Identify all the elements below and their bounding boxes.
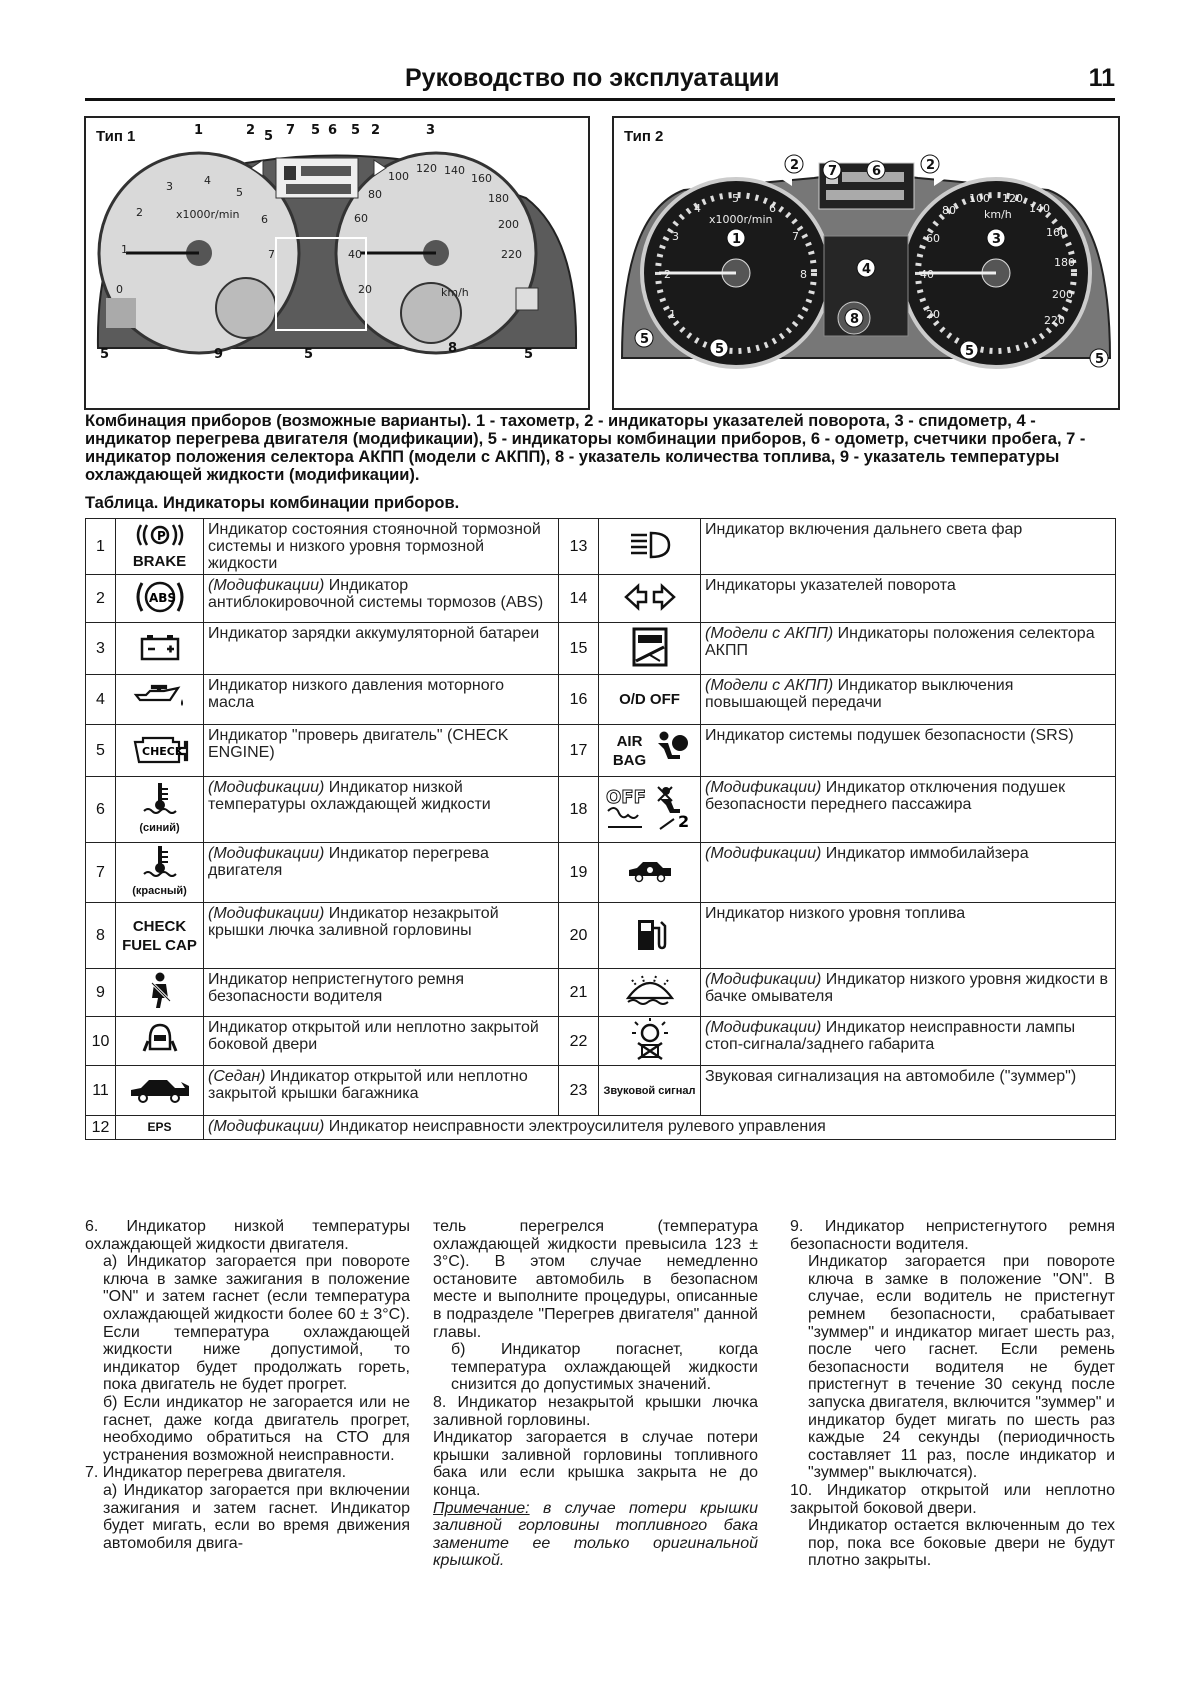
- row-number: 15: [559, 623, 599, 675]
- svg-text:5: 5: [1095, 352, 1105, 367]
- svg-text:180: 180: [488, 192, 509, 205]
- svg-text:6: 6: [769, 202, 776, 215]
- svg-text:200: 200: [1052, 288, 1073, 301]
- paragraph: 8. Индикатор незакрытой крышки лючка заливной горловины.: [433, 1393, 758, 1429]
- svg-text:2: 2: [246, 123, 256, 138]
- svg-text:P: P: [156, 529, 166, 543]
- airbag-label: AIR BAG: [612, 732, 647, 769]
- row-number: 16: [559, 675, 599, 725]
- svg-text:km/h: km/h: [984, 208, 1012, 221]
- instrument-cluster-type1-figure: [84, 116, 590, 410]
- page-title: Руководство по эксплуатации: [405, 64, 780, 92]
- table-row: [86, 777, 1116, 843]
- svg-text:5: 5: [351, 123, 361, 138]
- svg-text:3: 3: [672, 230, 679, 243]
- table-row: [86, 623, 1116, 675]
- svg-text:9: 9: [214, 347, 224, 362]
- svg-text:1: 1: [732, 232, 742, 247]
- svg-text:7: 7: [792, 230, 799, 243]
- svg-text:8: 8: [850, 312, 860, 327]
- passenger-airbag-off-icon: [599, 777, 701, 843]
- svg-text:5: 5: [524, 347, 534, 362]
- fuel-pump-icon: [599, 903, 701, 969]
- high-beam-icon: [599, 519, 701, 575]
- table-row: [86, 1116, 1116, 1140]
- row-number: 17: [559, 725, 599, 777]
- svg-text:3: 3: [992, 232, 1002, 247]
- figure1-type-label: Тип 1: [96, 128, 136, 145]
- indicator-description: Индикатор зарядки аккумуляторной батареи: [204, 623, 559, 675]
- svg-text:ABS: ABS: [148, 590, 176, 605]
- row-number: 14: [559, 575, 599, 623]
- svg-text:5: 5: [236, 186, 243, 199]
- indicator-description: Индикатор низкого давления моторного масла: [204, 675, 559, 725]
- svg-text:40: 40: [920, 268, 934, 281]
- svg-text:160: 160: [471, 172, 492, 185]
- indicator-description: Индикатор непристегнутого ремня безопасности водителя: [204, 969, 559, 1017]
- svg-text:5: 5: [100, 347, 110, 362]
- indicator-description: (Модели с АКПП) Индикатор выключения повышающей передачи: [701, 675, 1116, 725]
- paragraph: 6. Индикатор низкой температуры охлаждающей жидкости двигателя.: [85, 1218, 410, 1253]
- row-number: 10: [86, 1017, 116, 1066]
- svg-text:2: 2: [136, 206, 143, 219]
- svg-text:x1000r/min: x1000r/min: [709, 213, 773, 226]
- svg-text:5: 5: [715, 342, 725, 357]
- paragraph: 10. Индикатор открытой или неплотно закрытой боковой двери.: [790, 1481, 1115, 1517]
- row-number: 2: [86, 575, 116, 623]
- figure-caption: Комбинация приборов (возможные варианты). 1 - тахометр, 2 - индикаторы указателей поворота, 3 - спидометр, 4 - индикатор перегрева двигателя (модификации), 5 - индикаторы комбинации приборов, 6 - одометр, счетчики пробега, 7 - индикатор положения селектора АКПП (модели с АКПП), 8 - указатель количества топлива, 9 - указатель температуры охлаждающей жидкости (модификации).: [85, 412, 1086, 484]
- svg-text:6: 6: [872, 164, 882, 179]
- svg-text:2: 2: [790, 158, 800, 173]
- row-number: 23: [559, 1066, 599, 1116]
- svg-text:7: 7: [268, 248, 275, 261]
- note-text: в случае потери крышки заливной горловины топливного бака замените ее только оригинальной крышкой.: [433, 1499, 758, 1570]
- icon-label: BRAKE: [132, 553, 187, 570]
- svg-text:200: 200: [498, 218, 519, 231]
- svg-text:0: 0: [116, 283, 123, 296]
- table-row: [86, 1017, 1116, 1066]
- svg-text:20: 20: [358, 283, 372, 296]
- svg-text:220: 220: [1044, 314, 1065, 327]
- text-column-1: [85, 1218, 410, 1552]
- svg-text:5: 5: [640, 332, 650, 347]
- svg-text:60: 60: [926, 232, 940, 245]
- svg-text:60: 60: [354, 212, 368, 225]
- svg-text:5: 5: [264, 129, 274, 144]
- indicator-description: Индикаторы указателей поворота: [701, 575, 1116, 623]
- table-row: [86, 575, 1116, 623]
- battery-icon: [116, 623, 204, 675]
- indicator-description: Индикатор системы подушек безопасности (SRS): [701, 725, 1116, 777]
- indicator-description: (Модификации) Индикатор низкого уровня жидкости в бачке омывателя: [701, 969, 1116, 1017]
- table-row: [86, 843, 1116, 903]
- buzzer-icon: [599, 1066, 701, 1116]
- svg-text:5: 5: [304, 347, 314, 362]
- indicator-description: (Модификации) Индикатор неисправности электроусилителя рулевого управления: [204, 1116, 1116, 1140]
- figure2-type-label: Тип 2: [624, 128, 664, 145]
- check-engine-icon: [116, 725, 204, 777]
- door-open-icon: [116, 1017, 204, 1066]
- turn-signal-icon: [599, 575, 701, 623]
- svg-text:80: 80: [368, 188, 382, 201]
- seatbelt-icon: [116, 969, 204, 1017]
- paragraph: Индикатор загорается в случае потери крышки заливной горловины топливного бака или если крышка закрыта не до конца.: [433, 1429, 758, 1499]
- indicator-description: Индикатор включения дальнего света фар: [701, 519, 1116, 575]
- row-number: 3: [86, 623, 116, 675]
- svg-text:80: 80: [942, 204, 956, 217]
- paragraph: тель перегрелся (температура охлаждающей жидкости превысила 123 ± 3°С). В этом случае немедленно остановите автомобиль в безопасном месте и выполните процедуры, описанные в подразделе "Перегрев двигателя" данной главы.: [433, 1218, 758, 1341]
- row-number: 19: [559, 843, 599, 903]
- svg-text:x1000r/min: x1000r/min: [176, 208, 240, 221]
- svg-text:140: 140: [444, 164, 465, 177]
- row-number: 12: [86, 1116, 116, 1140]
- paragraph: а) Индикатор загорается при повороте ключа в замке зажигания в положение "ON" и затем гаснет (если температура охлаждающей жидкости более 60 ± 3°С). Если температура охлаждающей жидкости ниже допустимой, то индикатор будет продолжать гореть, пока двигатель не будет прогрет.: [103, 1253, 410, 1394]
- svg-text:4: 4: [204, 174, 211, 187]
- svg-text:120: 120: [416, 162, 437, 175]
- icon-label: CHECK FUEL CAP: [122, 917, 197, 954]
- svg-text:2: 2: [371, 123, 381, 138]
- brake-light-icon: [599, 1017, 701, 1066]
- washer-fluid-icon: [599, 969, 701, 1017]
- svg-text:220: 220: [501, 248, 522, 261]
- paragraph: б) Индикатор погаснет, когда температура охлаждающей жидкости снизится до допустимых значений.: [451, 1341, 758, 1394]
- immobilizer-icon: [599, 843, 701, 903]
- cluster-type2-drawing: [614, 118, 1118, 408]
- svg-text:2: 2: [664, 268, 671, 281]
- icon-label: Звуковой сигнал: [603, 1084, 696, 1097]
- indicator-description: (Седан) Индикатор открытой или неплотно закрытой крышки багажника: [204, 1066, 559, 1116]
- airbag-icon: [599, 725, 701, 777]
- table-row: [86, 725, 1116, 777]
- cluster-type1-drawing: [86, 118, 588, 408]
- svg-text:5: 5: [965, 344, 975, 359]
- icon-label: O/D OFF: [619, 691, 680, 708]
- svg-text:40: 40: [348, 248, 362, 261]
- paragraph: а) Индикатор загорается при включении зажигания и затем гаснет. Индикатор будет мигать, если во время движения автомобиля двига-: [103, 1481, 410, 1552]
- svg-text:3: 3: [166, 180, 173, 193]
- paragraph: б) Если индикатор не загорается или не гаснет, даже когда двигатель прогрет, необходимо обратиться на СТО для устранения возможной неисправности.: [103, 1393, 410, 1464]
- svg-text:7: 7: [828, 164, 838, 179]
- table-title: Таблица. Индикаторы комбинации приборов.: [85, 494, 460, 512]
- row-number: 9: [86, 969, 116, 1017]
- svg-text:8: 8: [448, 341, 458, 356]
- coolant-temp-icon: [116, 843, 204, 903]
- indicator-description: (Модификации) Индикатор перегрева двигателя: [204, 843, 559, 903]
- row-number: 4: [86, 675, 116, 725]
- svg-text:km/h: km/h: [441, 286, 469, 299]
- brake-icon: [116, 519, 204, 575]
- indicator-description: (Модификации) Индикатор низкой температуры охлаждающей жидкости: [204, 777, 559, 843]
- indicator-description: Индикатор низкого уровня топлива: [701, 903, 1116, 969]
- oil-pressure-icon: [116, 675, 204, 725]
- indicator-description: (Модификации) Индикатор иммобилайзера: [701, 843, 1116, 903]
- abs-icon: [116, 575, 204, 623]
- trunk-open-icon: [116, 1066, 204, 1116]
- text-column-2: [433, 1218, 758, 1570]
- svg-text:CHECK: CHECK: [141, 744, 183, 758]
- svg-text:3: 3: [426, 123, 436, 138]
- svg-text:7: 7: [286, 123, 296, 138]
- svg-text:1: 1: [194, 123, 204, 138]
- eps-icon: EPS: [116, 1116, 204, 1140]
- svg-text:5: 5: [732, 192, 739, 205]
- table-row: [86, 519, 1116, 575]
- paragraph: Индикатор остается включенным до тех пор, пока все боковые двери не будут плотно закрыты.: [808, 1517, 1115, 1570]
- row-number: 5: [86, 725, 116, 777]
- indicator-description: (Модификации) Индикатор антиблокировочной системы тормозов (ABS): [204, 575, 559, 623]
- od-off-icon: [599, 675, 701, 725]
- svg-text:160: 160: [1046, 226, 1067, 239]
- svg-text:100: 100: [969, 192, 990, 205]
- coolant-temp-icon: [116, 777, 204, 843]
- svg-text:5: 5: [311, 123, 321, 138]
- row-number: 8: [86, 903, 116, 969]
- row-number: 6: [86, 777, 116, 843]
- table-row: [86, 903, 1116, 969]
- row-number: 11: [86, 1066, 116, 1116]
- indicator-description: Звуковая сигнализация на автомобиле ("зуммер"): [701, 1066, 1116, 1116]
- svg-text:6: 6: [261, 213, 268, 226]
- page-header: [85, 62, 1115, 101]
- instrument-cluster-type2-figure: [612, 116, 1120, 410]
- icon-label: (синий): [139, 822, 180, 834]
- row-number: 13: [559, 519, 599, 575]
- indicator-description: (Модели с АКПП) Индикаторы положения селектора АКПП: [701, 623, 1116, 675]
- indicator-description: Индикатор открытой или неплотно закрытой боковой двери: [204, 1017, 559, 1066]
- svg-text:4: 4: [694, 202, 701, 215]
- indicator-description: (Модификации) Индикатор неисправности лампы стоп-сигнала/заднего габарита: [701, 1017, 1116, 1066]
- row-number: 20: [559, 903, 599, 969]
- indicator-description: Индикатор состояния стояночной тормозной системы и низкого уровня тормозной жидкости: [204, 519, 559, 575]
- svg-text:20: 20: [926, 308, 940, 321]
- indicator-description: (Модификации) Индикатор незакрытой крышки лючка заливной горловины: [204, 903, 559, 969]
- row-number: 21: [559, 969, 599, 1017]
- svg-text:1: 1: [669, 308, 676, 321]
- svg-text:OFF: OFF: [605, 786, 646, 808]
- indicator-description: Индикатор "проверь двигатель" (CHECK ENGINE): [204, 725, 559, 777]
- svg-text:8: 8: [800, 268, 807, 281]
- indicators-table: [85, 518, 1116, 1140]
- check-fuel-cap-icon: [116, 903, 204, 969]
- svg-text:120: 120: [1002, 192, 1023, 205]
- paragraph: 7. Индикатор перегрева двигателя.: [85, 1464, 347, 1482]
- svg-text:180: 180: [1054, 256, 1075, 269]
- svg-text:100: 100: [388, 170, 409, 183]
- table-row: [86, 675, 1116, 725]
- row-number: 18: [559, 777, 599, 843]
- svg-text:4: 4: [862, 262, 872, 277]
- temp-gauge: [216, 278, 276, 338]
- paragraph: 9. Индикатор непристегнутого ремня безопасности водителя.: [790, 1218, 1115, 1253]
- icon-label: (красный): [132, 885, 187, 897]
- page-number: 11: [1088, 64, 1115, 92]
- svg-text:6: 6: [328, 123, 338, 138]
- svg-text:140: 140: [1029, 202, 1050, 215]
- svg-text:2: 2: [677, 811, 689, 831]
- svg-text:2: 2: [926, 158, 936, 173]
- table-row: [86, 969, 1116, 1017]
- row-number: 7: [86, 843, 116, 903]
- at-selector-icon: [599, 623, 701, 675]
- row-number: 22: [559, 1017, 599, 1066]
- note-label: Примечание:: [433, 1499, 530, 1517]
- paragraph: Индикатор загорается при повороте ключа в замке в положение "ON". В случае, если водитель не пристегнут ремнем безопасности, срабатывает "зуммер" и индикатор мигает шесть раз, после чего гаснет. Если ремень безопасности водителя не будет пристегнут в течение 30 секунд после запуска двигателя, включится "зуммер" и индикатор будет мигать по шесть раз каждые 24 секунды (периодичность составляет 11 раз, после индикатор и "зуммер" выключатся).: [808, 1253, 1115, 1482]
- indicator-description: (Модификации) Индикатор отключения подушек безопасности переднего пассажира: [701, 777, 1116, 843]
- svg-text:1: 1: [121, 243, 128, 256]
- table-row: [86, 1066, 1116, 1116]
- row-number: 1: [86, 519, 116, 575]
- text-column-3: [790, 1218, 1115, 1570]
